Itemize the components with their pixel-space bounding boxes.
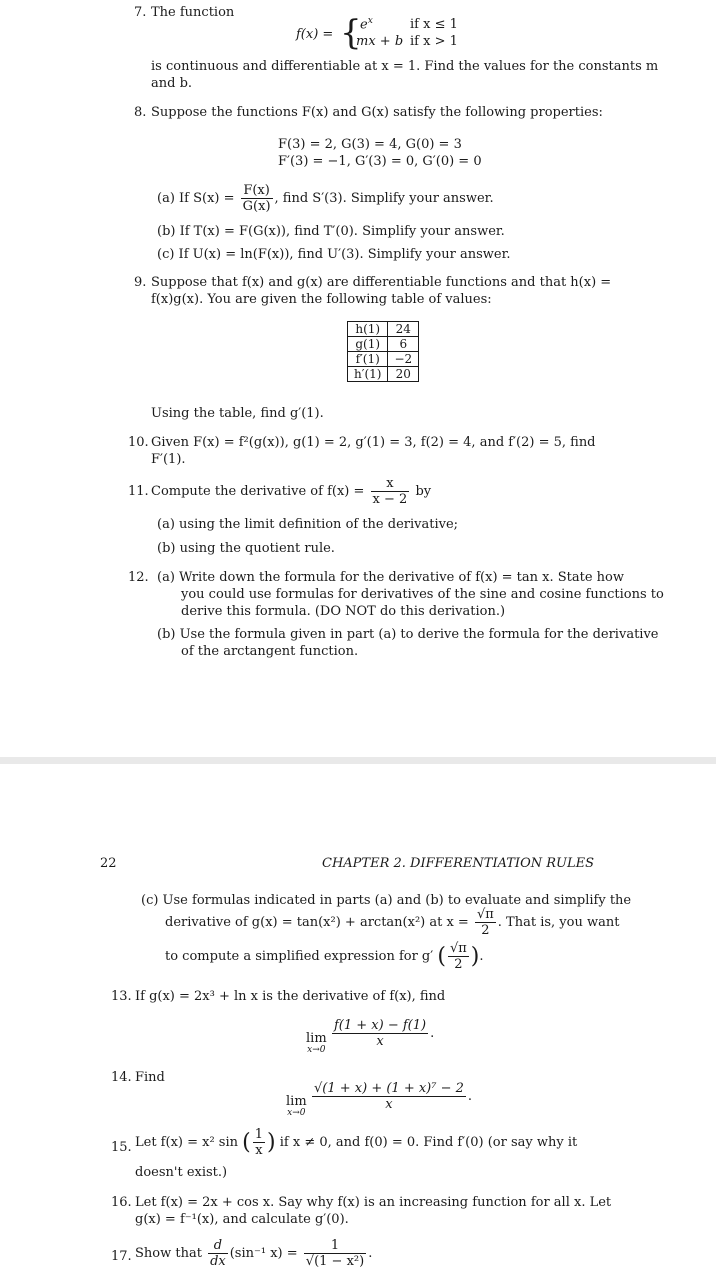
problem-10-line1: Given F(x) = f²(g(x)), g(1) = 2, g′(1) = 3, f(2) = 4, and f′(2) = 5, find bbox=[151, 435, 596, 450]
problem-7-case2-expr: mx + b bbox=[356, 34, 404, 49]
problem-12-part-b-line1: (b) Use the formula given in part (a) to derive the formula for the derivative bbox=[157, 627, 659, 642]
problem-8-part-c: (c) If U(x) = ln(F(x)), find U′(3). Simplify your answer. bbox=[157, 247, 511, 262]
problem-14-number: 14. bbox=[111, 1070, 132, 1085]
problem-11-part-a: (a) using the limit definition of the derivative; bbox=[157, 517, 459, 532]
table-cell-label: h(1) bbox=[348, 322, 388, 337]
problem-9-values-table bbox=[347, 321, 419, 382]
problem-10-line2: F′(1). bbox=[151, 452, 186, 467]
problem-8-intro: Suppose the functions F(x) and G(x) satisfy the following properties: bbox=[151, 105, 603, 120]
problem-7-case2-condition: if x > 1 bbox=[410, 34, 458, 49]
problem-8-properties-row1: F(3) = 2, G(3) = 4, G(0) = 3 bbox=[278, 137, 462, 152]
table-cell-value: 20 bbox=[388, 367, 419, 382]
problem-7-text-line2: and b. bbox=[151, 76, 193, 91]
problem-14-limit: lim x→0 bbox=[286, 1094, 307, 1118]
problem-7-case1-condition: if x ≤ 1 bbox=[410, 17, 458, 32]
problem-15-line1: Let f(x) = x² sin ( $\frac{1}{x}$ ) if x ≠ 0, and f(0) = 0. Find f′(0) (or say why it bbox=[135, 1127, 578, 1158]
problem-11-number: 11. bbox=[128, 484, 149, 499]
problem-9-line1: Suppose that f(x) and g(x) are differentiable functions and that h(x) = bbox=[151, 275, 612, 290]
table-row bbox=[348, 352, 419, 367]
table-cell-label: f′(1) bbox=[348, 352, 388, 367]
problem-12-part-a-line2: you could use formulas for derivatives of the sine and cosine functions to bbox=[181, 587, 664, 602]
table-row bbox=[348, 337, 419, 352]
problem-13-line: If g(x) = 2x³ + ln x is the derivative of f(x), find bbox=[135, 989, 446, 1004]
problem-8-properties-row2: F′(3) = −1, G′(3) = 0, G′(0) = 0 bbox=[278, 154, 482, 169]
page-divider bbox=[0, 757, 716, 764]
table-cell-value: 6 bbox=[388, 337, 419, 352]
table-cell-label: g(1) bbox=[348, 337, 388, 352]
problem-12-part-a-line3: derive this formula. (DO NOT do this derivation.) bbox=[181, 604, 506, 619]
problem-17-statement: Show that $\frac{d}{dx}$ (sin⁻¹ x) = $\frac{1}{\text{√(1 − x²)}}$ . bbox=[135, 1238, 373, 1269]
problem-11-statement: Compute the derivative of f(x) = $\frac{x}{x - 2}$ by bbox=[151, 476, 432, 507]
table-cell-value: −2 bbox=[388, 352, 419, 367]
problem-9-line2: f(x)g(x). You are given the following table of values: bbox=[151, 292, 492, 307]
problem-7-intro: The function bbox=[151, 5, 235, 20]
table-row bbox=[348, 322, 419, 337]
problem-7-number: 7. bbox=[134, 5, 147, 20]
problem-16-line1: Let f(x) = 2x + cos x. Say why f(x) is an increasing function for all x. Let bbox=[135, 1195, 612, 1210]
problem-12-part-a-line1: (a) Write down the formula for the derivative of f(x) = tan x. State how bbox=[157, 570, 625, 585]
problem-17-number: 17. bbox=[111, 1249, 132, 1264]
problem-9-number: 9. bbox=[134, 275, 147, 290]
problem-10-number: 10. bbox=[128, 435, 149, 450]
problem-8-part-b: (b) If T(x) = F(G(x)), find T′(0). Simplify your answer. bbox=[157, 224, 505, 239]
problem-7-function-label: f(x) = bbox=[296, 27, 334, 42]
table-cell-label: h′(1) bbox=[348, 367, 388, 382]
problem-15-number: 15. bbox=[111, 1140, 132, 1155]
problem-12-part-b-line2: of the arctangent function. bbox=[181, 644, 359, 659]
problem-12-part-c-line2: derivative of g(x) = tan(x²) + arctan(x²) at x = $\frac{√\pi}{2}$ . That is, you want bbox=[165, 907, 620, 938]
table-row bbox=[348, 367, 419, 382]
page-number: 22 bbox=[100, 856, 117, 871]
problem-16-line2: g(x) = f⁻¹(x), and calculate g′(0). bbox=[135, 1212, 349, 1227]
problem-9-after-table: Using the table, find g′(1). bbox=[151, 406, 324, 421]
problem-15-line2: doesn't exist.) bbox=[135, 1165, 228, 1180]
running-head: CHAPTER 2. DIFFERENTIATION RULES bbox=[322, 856, 595, 871]
problem-14-line: Find bbox=[135, 1070, 165, 1085]
problem-11-part-b: (b) using the quotient rule. bbox=[157, 541, 335, 556]
problem-12-number: 12. bbox=[128, 570, 149, 585]
problem-12-part-c-line3: to compute a simplified expression for g′ ( $\frac{√\pi}{2}$ ). bbox=[165, 941, 484, 972]
problem-12-part-c-line1: (c) Use formulas indicated in parts (a) and (b) to evaluate and simplify the bbox=[141, 893, 632, 908]
problem-7-text-line1: is continuous and differentiable at x = 1. Find the values for the constants m bbox=[151, 59, 659, 74]
table-cell-value: 24 bbox=[388, 322, 419, 337]
problem-13-limit: lim x→0 bbox=[306, 1031, 327, 1055]
problem-7-brace: { bbox=[340, 13, 362, 53]
problem-8-number: 8. bbox=[134, 105, 147, 120]
problem-16-number: 16. bbox=[111, 1195, 132, 1210]
problem-7-case1-expr: $e^x$ bbox=[360, 16, 373, 33]
problem-14-fraction: $\frac{\text{√(1 + x) + (1 + x)⁷ − 2}}{x}$ . bbox=[314, 1081, 473, 1112]
problem-13-fraction: $\frac{f(1 + x) - f(1)}{x}$ . bbox=[334, 1018, 435, 1049]
problem-13-number: 13. bbox=[111, 989, 132, 1004]
problem-8-part-a: (a) If S(x) = $\frac{F(x)}{G(x)}$ , find S′(3). Simplify your answer. bbox=[157, 183, 494, 214]
